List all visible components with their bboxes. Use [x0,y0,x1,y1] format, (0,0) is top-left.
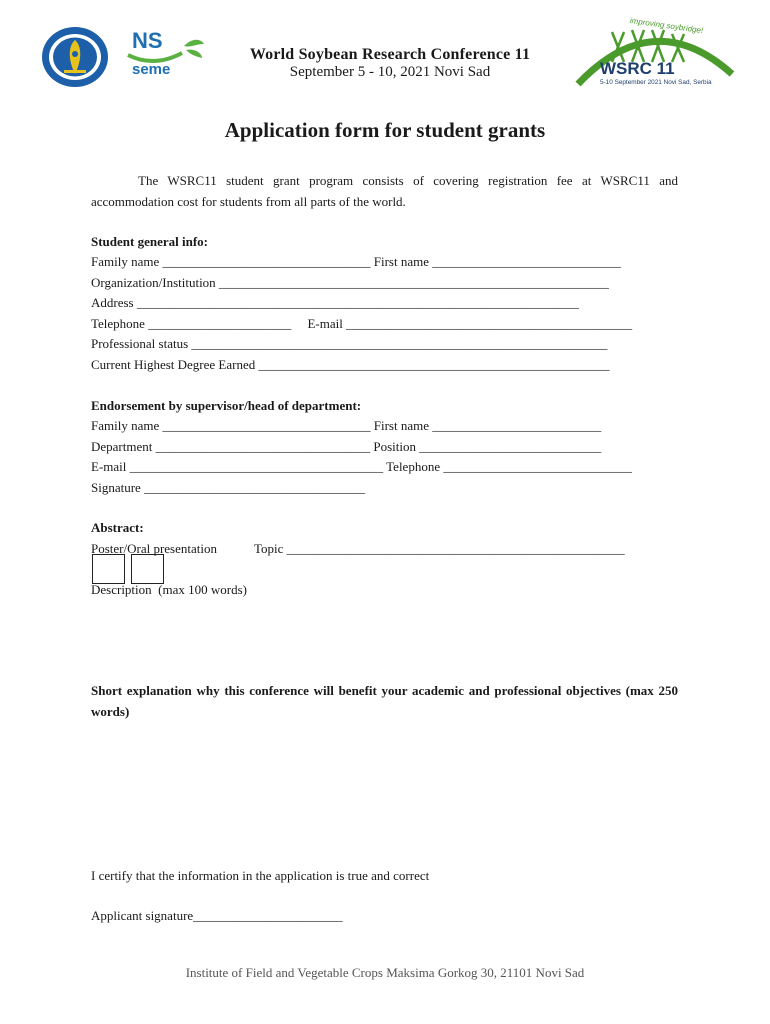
poster-checkbox[interactable] [92,554,125,584]
student-family-name-field[interactable]: Family name ________________________________ First name _____________________________ [91,254,621,269]
certification-statement: I certify that the information in the application is true and correct [91,868,430,883]
ns-seme-logo [124,28,208,82]
student-address-field[interactable]: Address ____________________________________________________________________ [91,295,579,310]
student-professional-status-field[interactable]: Professional status ________________________________________________________________ [91,336,608,351]
presentation-type-label: Poster/Oral presentation [91,541,217,556]
student-degree-field[interactable]: Current Highest Degree Earned ______________________________________________________ [91,357,610,372]
student-telephone-email-field[interactable]: Telephone ______________________ E-mail ____________________________________________ [91,316,633,331]
applicant-signature-field[interactable]: Applicant signature_______________________ [91,908,343,923]
student-organization-field[interactable]: Organization/Institution ____________________________________________________________ [91,275,609,290]
conference-dates: September 5 - 10, 2021 Novi Sad [289,64,491,80]
oral-checkbox[interactable] [131,554,164,584]
wsrc-arc-text: improving soybridge! [629,15,704,36]
seme-logo-text: seme [132,61,171,78]
intro-paragraph: The WSRC11 student grant program consists of covering registration fee at WSRC11 and accommodation cost for students from all parts of the world. [91,173,678,209]
ns-logo-text: NS [132,28,163,53]
wsrc-logo [572,12,737,92]
description-label: Description (max 100 words) [91,582,247,597]
endorser-family-name-field[interactable]: Family name ________________________________ First name __________________________ [91,418,602,433]
endorser-department-field[interactable]: Department _________________________________ Position ____________________________ [91,439,602,454]
topic-field[interactable]: Topic ____________________________________________________ [254,541,625,556]
explanation-heading: Short explanation why this conference will benefit your academic and professional objectives (max 250 words) [91,683,678,719]
wsrc-name-text: WSRC 11 [600,59,675,78]
endorser-email-telephone-field[interactable]: E-mail _______________________________________ Telephone _____________________________ [91,459,632,474]
footer-address: Institute of Field and Vegetable Crops Maksima Gorkog 30, 21101 Novi Sad [185,965,585,980]
conference-title: World Soybean Research Conference 11 [249,46,531,63]
abstract-heading: Abstract: [91,520,144,535]
form-title: Application form for student grants [224,118,546,142]
student-info-heading: Student general info: [91,234,208,249]
endorsement-heading: Endorsement by supervisor/head of department: [91,398,362,413]
wsrc-dates-text: 5-10 September 2021 Novi Sad, Serbia [600,79,712,86]
institute-seal-logo [40,26,110,88]
endorser-signature-field[interactable]: Signature __________________________________ [91,480,366,495]
